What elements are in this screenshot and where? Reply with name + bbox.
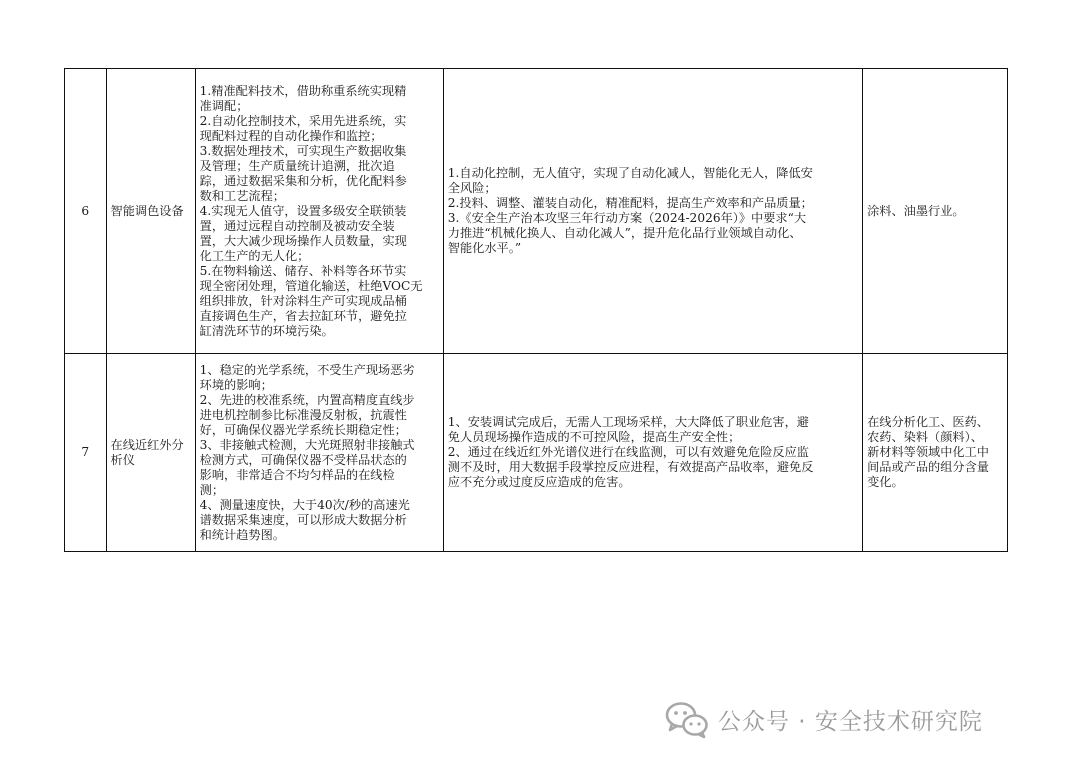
- text-line: 影响，非常适合不均匀样品的在线检: [199, 467, 395, 482]
- text-line: 1、安装调试完成后，无需人工现场采样，大大降低了职业危害，避: [447, 415, 809, 429]
- text-line: 在线近红外分: [110, 437, 184, 452]
- text-line: 好，可确保仪器光学系统长期稳定性；: [199, 422, 407, 437]
- text-line: 直接调色生产，省去拉缸环节，避免拉: [199, 308, 407, 323]
- text-line: 置，通过远程自动控制及被动安全装: [199, 218, 395, 233]
- text-line: 测；: [199, 482, 225, 497]
- text-line: 现全密闭处理，管道化输送，杜绝VOC无: [199, 278, 423, 293]
- text-line: 析仪: [110, 452, 135, 467]
- text-line: 组织排放，针对涂料生产可实现成品桶: [199, 293, 407, 308]
- text-line: 4.实现无人值守，设置多级安全联锁装: [199, 203, 407, 218]
- text-line: 4、测量速度快，大于40次/秒的高速光: [199, 497, 410, 512]
- text-line: 置，大大减少现场操作人员数量，实现: [199, 233, 407, 248]
- text-line: 农药、染料（颜料）、: [867, 430, 983, 444]
- text-line: 智能化水平。”: [447, 241, 522, 255]
- text-line: 1.自动化控制，无人值守，实现了自动化减人，智能化无人，降低安: [447, 166, 813, 180]
- equipment-name-cell: [106, 354, 195, 552]
- text-line: 化工生产的无人化；: [199, 248, 310, 263]
- text-line: 2、先进的校准系统，内置高精度直线步: [199, 392, 415, 407]
- technology-cell: [195, 69, 443, 354]
- effect-cell: [443, 69, 862, 354]
- text-line: 3、非接触式检测，大光斑照射非接触式: [199, 437, 415, 452]
- text-line: 3.《安全生产治本攻坚三年行动方案（2024-2026年）》中要求“大: [447, 211, 807, 225]
- text-line: 及管理；生产质量统计追溯，批次追: [199, 158, 395, 173]
- document-table: [64, 68, 1008, 552]
- watermark-text: 公众号 · 安全技术研究院: [718, 708, 983, 735]
- text-line: 在线分析化工、医药、: [867, 415, 989, 429]
- text-line: 间品或产品的组分含量: [867, 460, 989, 474]
- wechat-icon: [664, 699, 710, 739]
- application-field-cell: [863, 354, 1008, 552]
- effect-cell: [443, 354, 862, 552]
- application-field-cell: [863, 69, 1008, 354]
- text-line: 踪，通过数据采集和分析，优化配料参: [199, 173, 407, 188]
- text-line: 3.数据处理技术，可实现生产数据收集: [199, 143, 407, 158]
- text-line: 力推进“机械化换人、自动化减人”，提升危化品行业领域自动化、: [447, 226, 802, 240]
- text-line: 2、通过在线近红外光谱仪进行在线监测，可以有效避免危险反应监: [447, 445, 809, 459]
- text-line: 变化。: [867, 475, 904, 489]
- text-line: 涂料、油墨行业。: [867, 203, 965, 218]
- text-line: 环境的影响；: [199, 377, 273, 392]
- text-line: 1.精准配料技术，借助称重系统实现精: [199, 83, 407, 98]
- row-number-cell: 7: [65, 354, 107, 552]
- text-line: 数和工艺流程；: [199, 188, 285, 203]
- text-line: 缸清洗环节的环境污染。: [199, 323, 334, 338]
- text-line: 1、稳定的光学系统，不受生产现场恶劣: [199, 362, 415, 377]
- text-line: 准调配；: [199, 98, 249, 113]
- table-row: [65, 354, 1008, 552]
- text-line: 新材料等领域中化工中: [867, 445, 989, 459]
- equipment-name-cell: 智能调色设备: [106, 69, 195, 354]
- text-line: 现配料过程的自动化操作和监控；: [199, 128, 383, 143]
- text-line: 全风险；: [447, 181, 497, 195]
- text-line: 检测方式，可确保仪器不受样品状态的: [199, 452, 407, 467]
- text-line: 测不及时，用大数据手段掌控反应进程，有效提高产品收率，避免反: [447, 460, 814, 474]
- row-number-cell: 6: [65, 69, 107, 354]
- text-line: 谱数据采集速度，可以形成大数据分析: [199, 512, 407, 527]
- text-line: 5.在物料输送、储存、补料等各环节实: [199, 263, 407, 278]
- text-line: 免人员现场操作造成的不可控风险，提高生产安全性；: [447, 430, 741, 444]
- text-line: 2.自动化控制技术，采用先进系统，实: [199, 113, 407, 128]
- text-line: 和统计趋势图。: [199, 527, 285, 542]
- text-line: 2.投料、调整、灌装自动化，精准配料，提高生产效率和产品质量；: [447, 196, 813, 210]
- table-row: [65, 69, 1008, 354]
- text-line: 进电机控制参比标准漫反射板，抗震性: [199, 407, 407, 422]
- watermark: [664, 697, 983, 741]
- text-line: 应不充分或过度反应造成的危害。: [447, 475, 631, 489]
- technology-cell: [195, 354, 443, 552]
